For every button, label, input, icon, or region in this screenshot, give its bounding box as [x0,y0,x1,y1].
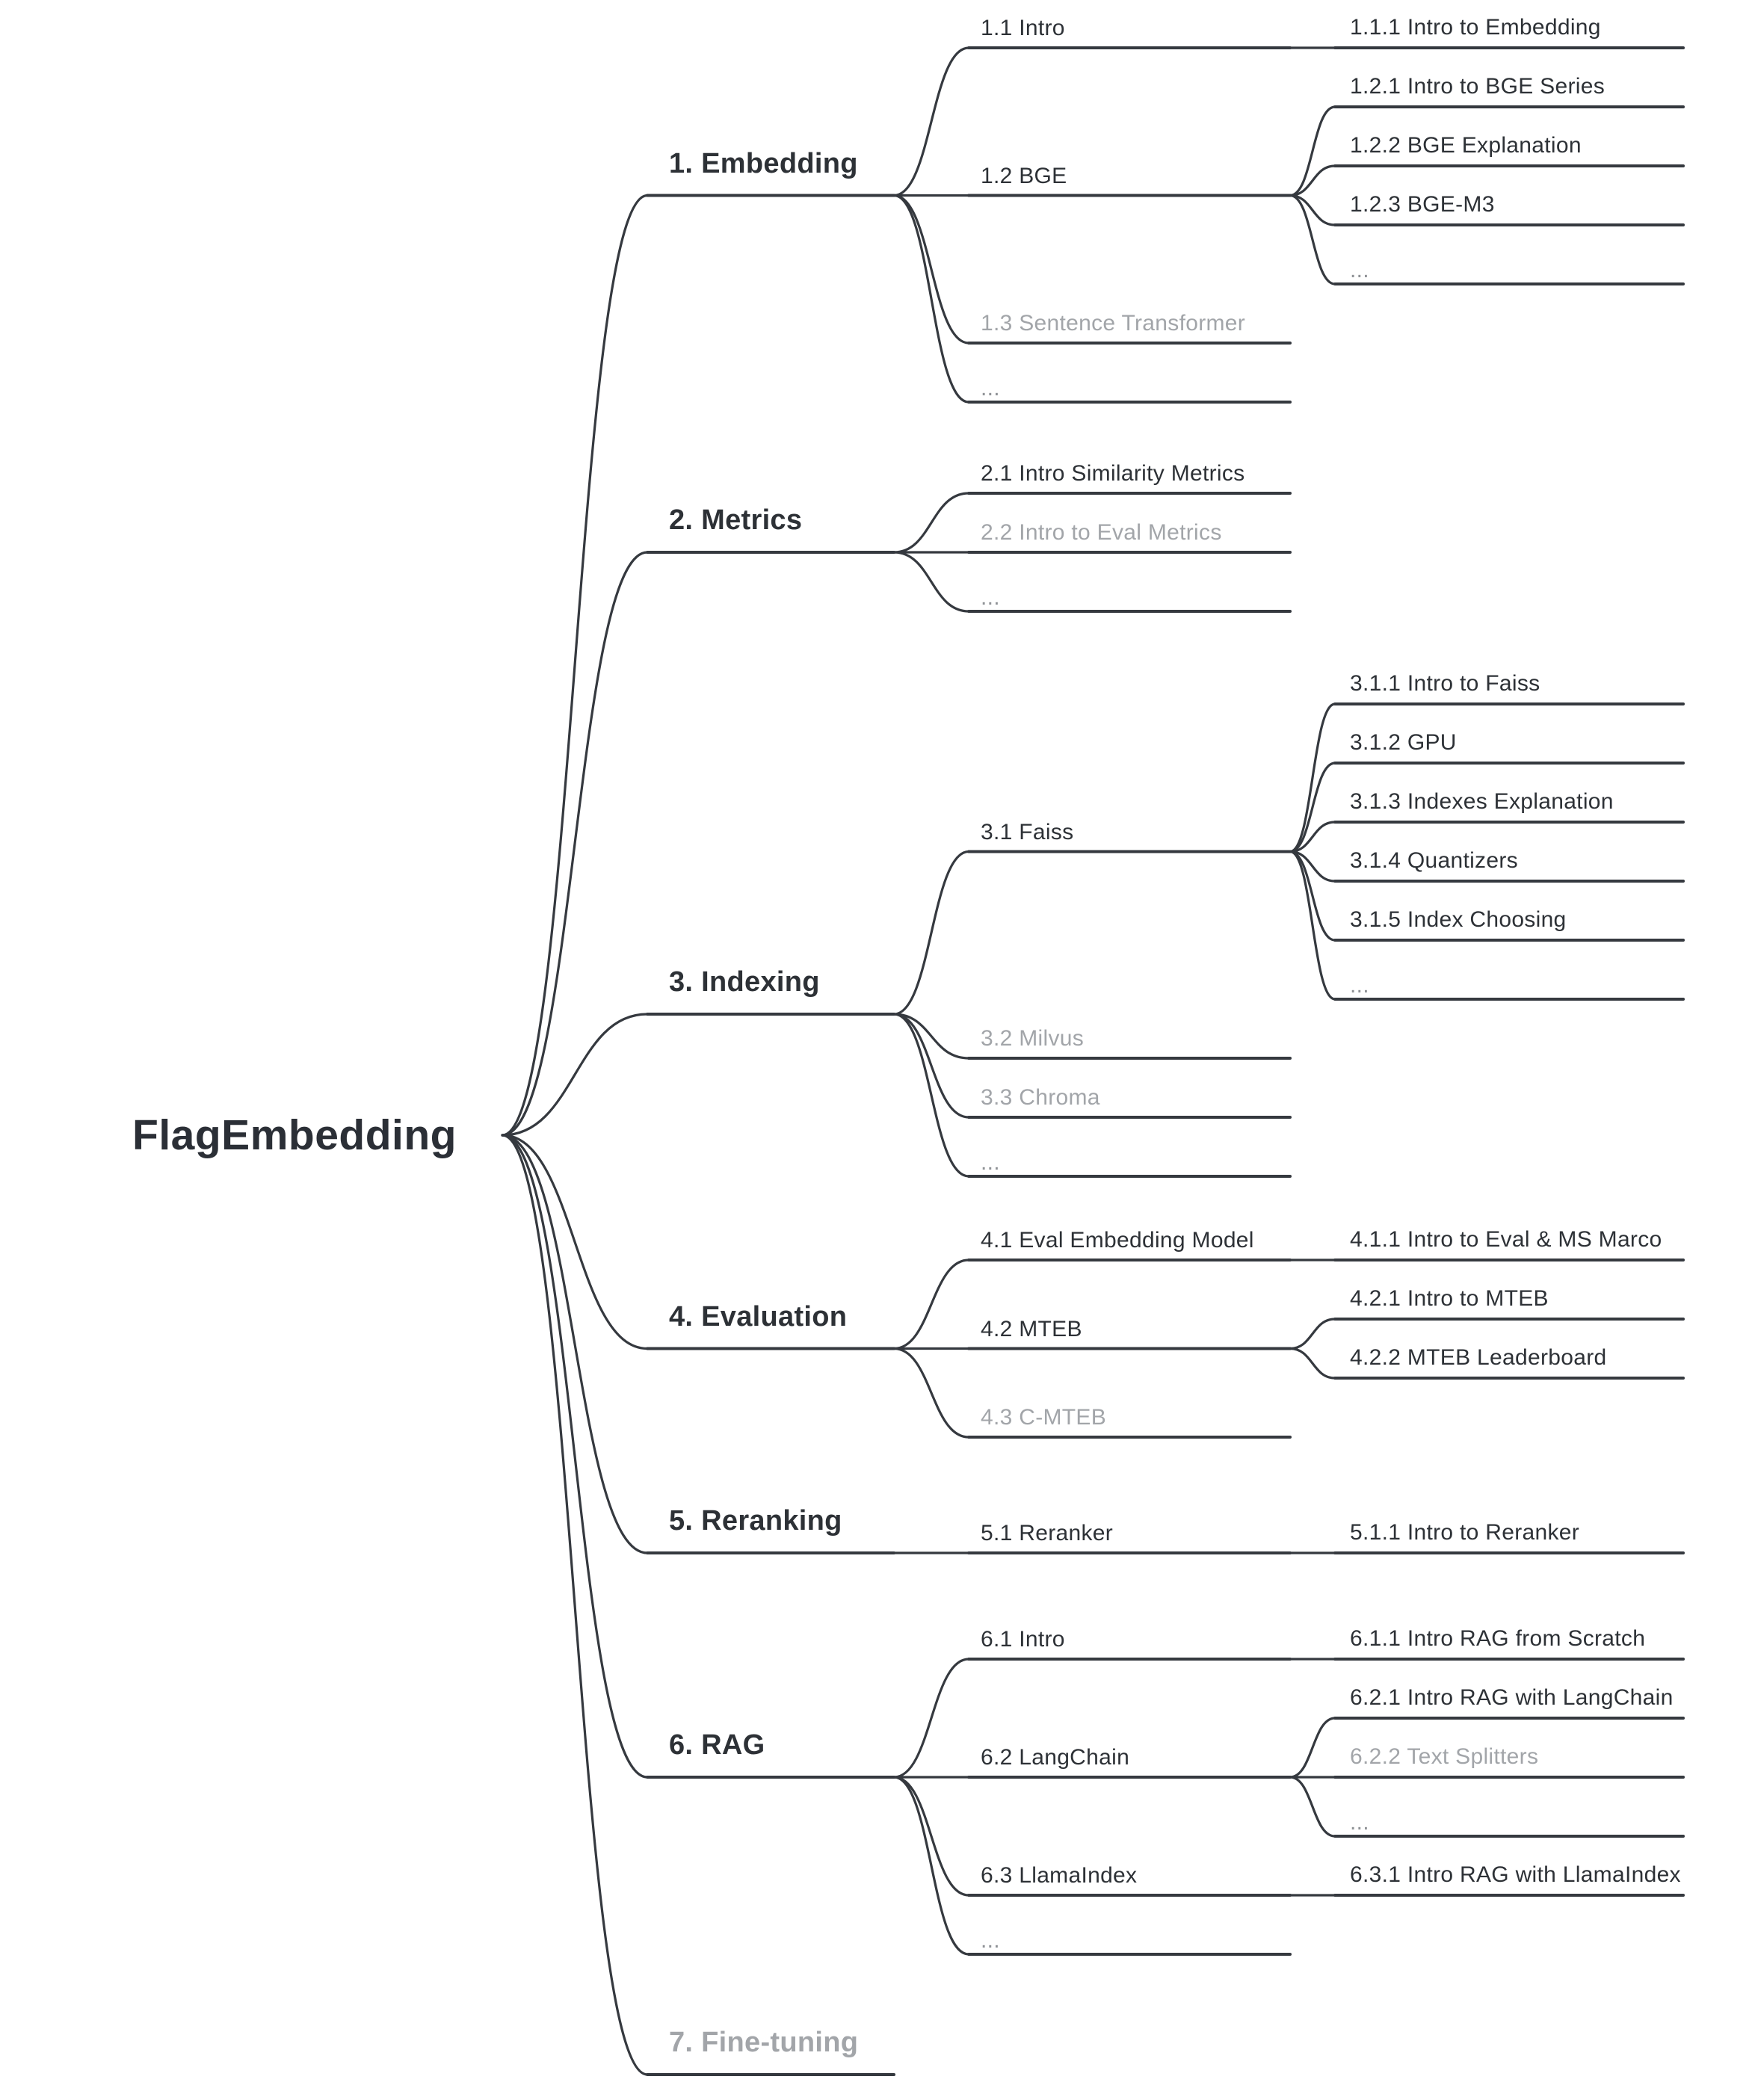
node-label: 3.1.1 Intro to Faiss [1350,671,1540,696]
node-label: 5. Reranking [669,1505,842,1537]
node-label: 3.1 Faiss [981,819,1074,844]
branch-link [502,1135,647,1553]
node-label-ellipsis: ... [1350,973,1369,998]
node-label-ellipsis: ... [981,1150,1000,1175]
node-label-ellipsis: ... [981,1928,1000,1953]
node-label: 1.2 BGE [981,163,1067,188]
branch-link [1290,704,1335,852]
branch-link [502,1135,647,2075]
branch-link [894,1260,969,1349]
node-label: 5.1.1 Intro to Reranker [1350,1520,1580,1545]
node-label: 1.2.3 BGE-M3 [1350,192,1495,217]
node-label-ellipsis: ... [1350,1810,1369,1835]
branch-link [1290,1319,1335,1349]
branch-link [1290,1777,1335,1836]
node-label: 1. Embedding [669,147,858,179]
branch-link [1290,1349,1335,1379]
node-label: 1.3 Sentence Transformer [981,311,1246,336]
node-label: 6. RAG [669,1729,765,1761]
branch-link [502,552,647,1135]
branch-link [894,48,969,196]
node-label: 6.2 LangChain [981,1745,1130,1770]
node-label: 6.1.1 Intro RAG from Scratch [1350,1626,1646,1651]
node-label: 2.2 Intro to Eval Metrics [981,520,1222,545]
node-label: 3.1.2 GPU [1350,730,1457,755]
node-label: 3.3 Chroma [981,1085,1100,1110]
branch-link [894,1777,969,1895]
node-label: 1.2.1 Intro to BGE Series [1350,74,1606,99]
node-label: 1.1 Intro [981,16,1065,40]
branch-link [894,493,969,552]
node-label: 4.3 C-MTEB [981,1405,1107,1430]
branch-link [894,852,969,1015]
node-label: 5.1 Reranker [981,1521,1114,1545]
branch-link [1290,852,1335,1000]
branch-link [894,1349,969,1438]
node-label-ellipsis: ... [981,585,1000,610]
node-label: 4.2 MTEB [981,1316,1082,1341]
branch-link [502,196,647,1136]
node-label: 1.2.2 BGE Explanation [1350,133,1582,158]
node-label-ellipsis: ... [981,376,1000,401]
node-label: 4. Evaluation [669,1300,848,1332]
node-label: 2. Metrics [669,504,803,536]
node-label: 1.1.1 Intro to Embedding [1350,15,1601,40]
node-label-ellipsis: ... [1350,258,1369,282]
branch-link [894,196,969,403]
node-label: 6.3 LlamaIndex [981,1863,1138,1888]
root-node-label: FlagEmbedding [132,1111,457,1159]
node-label: 3.2 Milvus [981,1026,1085,1051]
branch-link [894,552,969,611]
node-label: 3.1.4 Quantizers [1350,848,1518,873]
node-label: 6.2.1 Intro RAG with LangChain [1350,1685,1674,1710]
node-label: 3. Indexing [669,966,820,998]
node-label: 4.1 Eval Embedding Model [981,1228,1254,1253]
node-label: 6.3.1 Intro RAG with LlamaIndex [1350,1862,1681,1887]
branch-link [894,1659,969,1777]
branch-link [894,1014,969,1176]
branch-link [894,1014,969,1117]
node-label: 7. Fine-tuning [669,2027,859,2058]
branch-link [894,196,969,344]
node-label: 4.2.2 MTEB Leaderboard [1350,1345,1607,1370]
node-label: 3.1.3 Indexes Explanation [1350,789,1614,814]
node-label: 3.1.5 Index Choosing [1350,907,1567,932]
node-label: 2.1 Intro Similarity Metrics [981,461,1245,486]
node-label: 4.1.1 Intro to Eval & MS Marco [1350,1227,1662,1252]
node-label: 4.2.1 Intro to MTEB [1350,1286,1549,1311]
branch-link [502,1135,647,1777]
node-label: 6.1 Intro [981,1627,1065,1652]
node-label: 6.2.2 Text Splitters [1350,1744,1539,1769]
branch-link [1290,1718,1335,1777]
branch-link [894,1777,969,1954]
